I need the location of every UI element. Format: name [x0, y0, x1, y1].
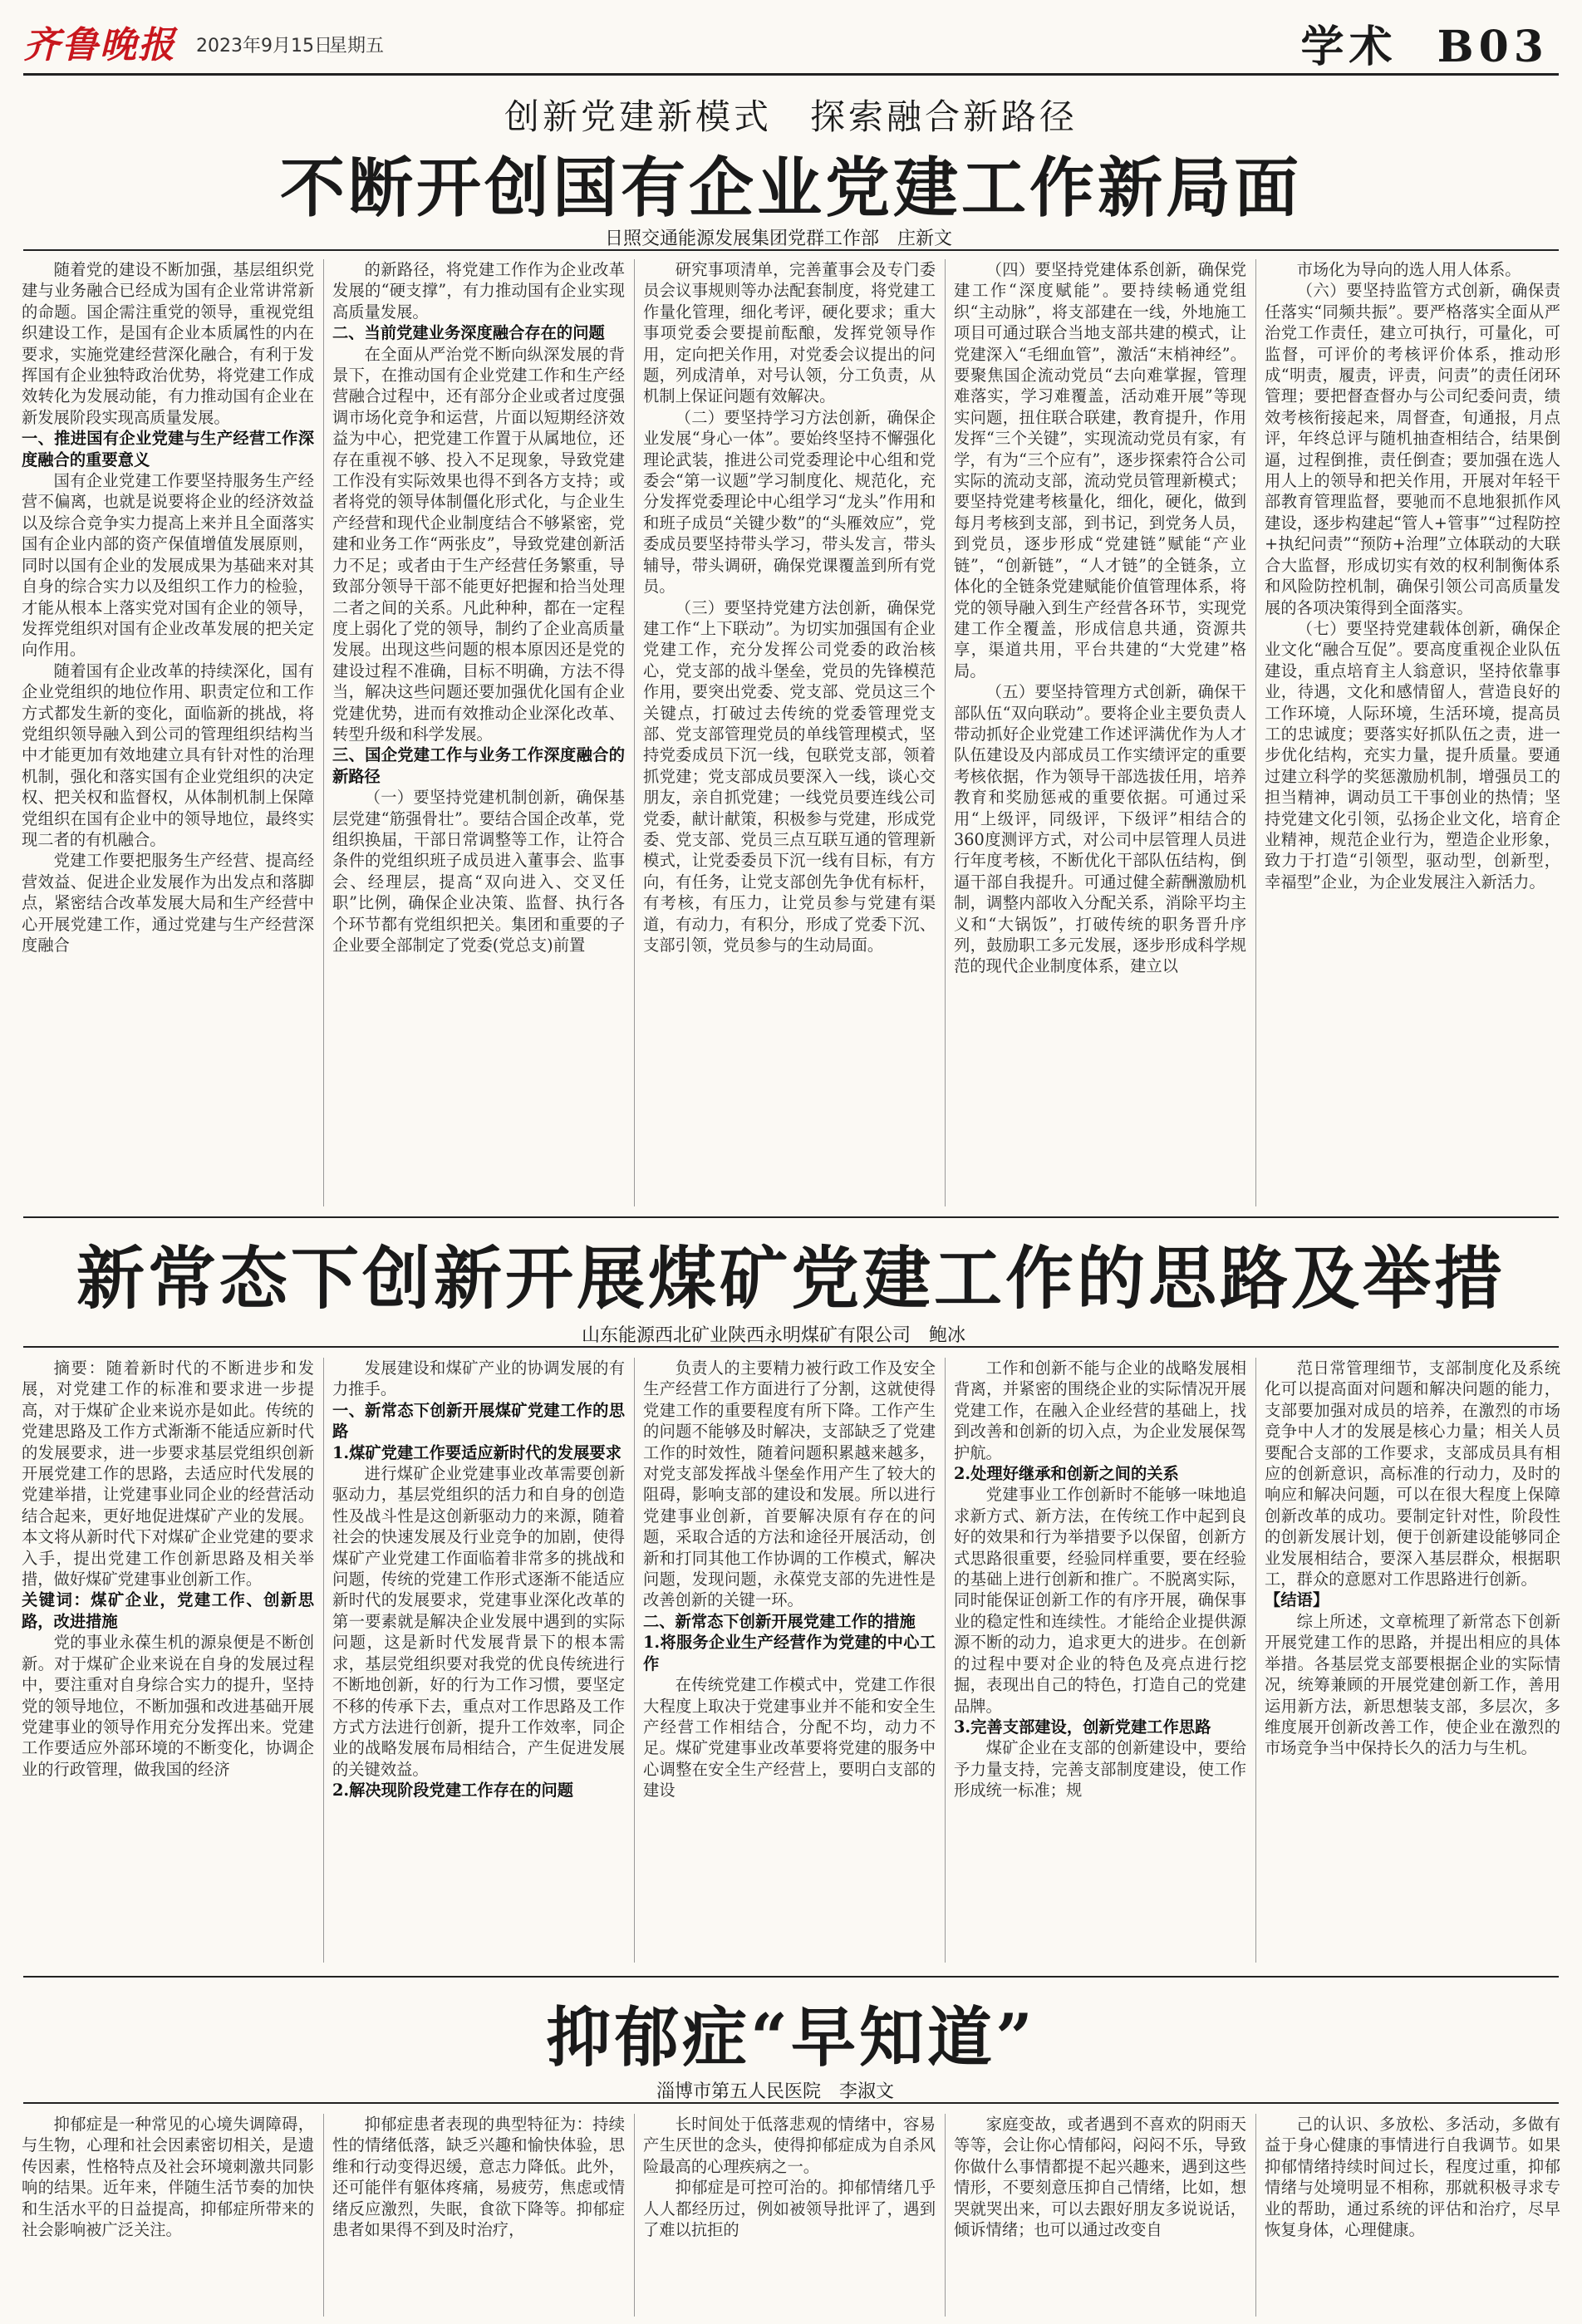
- paragraph: 己的认识、多放松、多活动，多做有益于身心健康的事情进行自我调节。如果抑郁情绪持续时间过长，程度过重，抑郁情绪与处境明显不相称，那就积极寻求专业的帮助，通过系统的评估和治疗，尽早恢复身体，心理健康。: [1265, 2115, 1560, 2240]
- paragraph: （三）要坚持党建方法创新，确保党建工作“上下联动”。为切实加强国有企业党建工作，充分发挥公司党委的政治核心，党支部的战斗堡垒，党员的先锋模范作用，要突出党委、党支部、党员这三个关键点，打破过去传统的党委管理党支部、党支部管理党员的单线管理模式，坚持党委成员下沉一线，包联党支部，领着抓党建；党支部成员要深入一线，谈心交朋友，亲自抓党建；一线党员要连线公司党委，献计献策，积极参与党建，形成党委、党支部、党员三点互联互通的管理新模式，让党委委员下沉一线有目标，有方向，有任务，让党支部创先争优有标杆，有考核，有压力，让党员参与党建有渠道，有动力，有积分，形成了党委下沉、支部引领，党员参与的生动局面。: [643, 597, 936, 955]
- article3-column: [332, 2114, 625, 2317]
- paragraph: 在全面从严治党不断向纵深发展的背景下，在推动国有企业党建工作和生产经营融合过程中，还有部分企业或者过度强调市场化竞争和运营，片面以短期经济效益为中心，把党建工作置于从属地位，还存在重视不够、投入不足现象，导致党建工作没有实际效果也得不到各方支持；或者将党的领导体制僵化形式化，与企业生产经营和现代企业制度结合不够紧密，党建和业务工作“两张皮”，导致党建创新活力不足；或者由于生产经营任务繁重，导致部分领导干部不能更好把握和拾当处理二者之间的关系。凡此种种，都在一定程度上弱化了党的领导，制约了企业高质量发展。出现这些问题的根本原因还是党的建设过程不准确，目标不明确，方法不得当，解决这些问题还要加强优化国有企业党建优势，进而有效推动企业深化改革、转型升级和科学发展。: [332, 344, 625, 744]
- paragraph: 煤矿企业在支部的创新建设中，要给予力量支持，完善支部制度建设，使工作形成统一标准；规: [954, 1738, 1246, 1801]
- paragraph: 研究事项清单，完善董事会及专门委员会议事规则等办法配套制度，将党建工作量化管理，细化考评，硬化要求；重大事项党委会要提前酝酿，发挥党领导作用，定向把关作用，对党委会议提出的问题，列成清单，对号认领，分工负责，从机制上保证问题有效解决。: [643, 260, 936, 406]
- issue-date: 2023年9月15日: [196, 36, 332, 57]
- paragraph: 家庭变故，或者遇到不喜欢的阴雨天等等，会让你心情郁闷，闷闷不乐，导致你做什么事情都提不起兴趣来，遇到这些情形，不要刻意压抑自己情绪，比如，想哭就哭出来，可以去跟好朋友多说说话，倾诉情绪；也可以通过改变自: [954, 2115, 1246, 2240]
- article2-column: [1265, 1358, 1560, 1963]
- article1-column: [643, 259, 936, 1206]
- column-divider: [1255, 2114, 1256, 2317]
- paragraph: （四）要坚持党建体系创新，确保党建工作“深度赋能”。要持续畅通党组织“主动脉”，将支部建在一线，外地施工项目可通过联合当地支部共建的模式，让党建深入“毛细血管”，激活“末梢神经”。要聚焦国企流动党员“去向难掌握，管理难落实，学习难覆盖，活动难开展”等现实问题，扭住联合联建，教育提升，作用发挥“三个关键”，实现流动党员有家，有学，有为“三个应有”，逐步探索符合公司实际的流动支部，流动党员管理新模式；要坚持党建考核量化，细化，硬化，做到每月考核到支部，到书记，到党务人员，到党员，逐步形成“党建链”赋能“产业链”，“创新链”，“人才链”的全链条，立体化的全链条党建赋能价值管理体系，将党的领导融入到生产经营各环节，实现党建工作全覆盖，形成信息共通，资源共享，渠道共用，平台共建的“大党建”格局。: [954, 260, 1246, 680]
- column-divider: [323, 1358, 324, 1963]
- article2-top-rule: [23, 1216, 1559, 1218]
- newspaper-logo: 齐鲁晚报: [23, 24, 176, 66]
- article3-column: [22, 2114, 314, 2317]
- subheading: 3.完善支部建设，创新党建工作思路: [954, 1717, 1211, 1737]
- subheading: 2.解决现阶段党建工作存在的问题: [332, 1781, 574, 1801]
- column-divider: [945, 2114, 946, 2317]
- article1-rule: [23, 249, 1559, 251]
- section-name: 学术: [1300, 22, 1398, 72]
- paragraph: 进行煤矿企业党建事业改革需要创新驱动力，基层党组织的活力和自身的创造性及战斗性是这创新驱动力的来源，随着社会的快速发展及行业竞争的加剧，使得煤矿产业党建工作面临着非常多的挑战和问题，传统的党建工作形式逐渐不能适应新时代的发展要求，党建事业深化改革的第一要素就是解决企业发展中遇到的实际问题，这是新时代发展背景下的根本需求，基层党组织要对我党的优良传统进行不断地创新，好的行为工作习惯，要坚定不移的传承下去，重点对工作思路及工作方式方法进行创新，提升工作效率，同企业的战略发展布局相结合，产生促进发展的关键效益。: [332, 1464, 625, 1779]
- paragraph: 综上所述，文章梳理了新常态下创新开展党建工作的思路，并提出相应的具体举措。各基层党支部要根据企业的实际情况，统筹兼顾的开展党建创新工作，善用运用新方法，新思想装支部，多层次，多维度展开创新改善工作，使企业在激烈的市场竞争当中保持长久的活力与生机。: [1265, 1611, 1560, 1758]
- paragraph: （一）要坚持党建机制创新，确保基层党建“筋强骨壮”。要结合国企改革，党组织换届，干部日常调整等工作，让符合条件的党组织班子成员进入董事会、监事会、经理层，提高“双向进入、交叉任职”比例，确保企业决策、监督、执行各个环节都有党组织把关。集团和重要的子企业要全部制定了党委(党总支)前置: [332, 788, 625, 955]
- paragraph: 市场化为导向的选人用人体系。: [1296, 260, 1521, 279]
- article2-byline: 山东能源西北矿业陕西永明煤矿有限公司 鲍冰: [582, 1325, 966, 1346]
- column-divider: [945, 1358, 946, 1963]
- paragraph: 工作和创新不能与企业的战略发展相背离，并紧密的围绕企业的实际情况开展党建工作，在融入企业经营的基础上，找到改善和创新的切入点，为企业发展保驾护航。: [954, 1359, 1246, 1462]
- paragraph: 摘要：随着新时代的不断进步和发展，对党建工作的标准和要求进一步提高，对于煤矿企业来说亦是如此。传统的党建思路及工作方式渐渐不能适应新时代的发展要求，进一步要求基层党组织创新开展党建工作的思路，去适应时代发展的党建举措，让党建事业同企业的经营活动结合起来，更好地促进煤矿产业的发展。本文将从新时代下对煤矿企业党建的要求入手，提出党建工作创新思路及相关举措，做好煤矿党建事业创新工作。: [22, 1359, 314, 1589]
- article1-column: [1265, 259, 1560, 1206]
- paragraph: 的新路径，将党建工作作为企业改革发展的“硬支撑”，有力推动国有企业实现高质量发展。: [332, 260, 625, 322]
- column-divider: [323, 259, 324, 1206]
- paragraph: 发展建设和煤矿产业的协调发展的有力推手。: [332, 1359, 625, 1399]
- subheading: 1.煤矿党建工作要适应新时代的发展要求: [332, 1442, 622, 1462]
- subheading: 二、当前党建业务深度融合存在的问题: [332, 323, 605, 343]
- article1-column: [954, 259, 1246, 1206]
- article3-byline: 淄博市第五人民医院 李淑文: [656, 2081, 895, 2102]
- paragraph: 抑郁症是一种常见的心境失调障碍，与生物，心理和社会因素密切相关，是遗传因素，性格特点及社会环境刺激共同影响的结果。近年来，伴随生活节奏的加快和生活水平的日益提高，抑郁症所带来的社会影响被广泛关注。: [22, 2115, 314, 2240]
- paragraph: 随着国有企业改革的持续深化，国有企业党组织的地位作用、职责定位和工作方式都发生新的变化，面临新的挑战，将党组织领导融入到公司的管理组织结构当中才能更加有效地建立具有针对性的治理机制，强化和落实国有企业党组织的决定权、把关权和监督权，从体制机制上保障党组织在国有企业中的领导地位，最终实现二者的有机融合。: [22, 661, 314, 849]
- column-divider: [945, 259, 946, 1206]
- section-label: [1301, 12, 1549, 74]
- article2-column: [332, 1358, 625, 1963]
- column-divider: [634, 1358, 635, 1963]
- subheading: 1.将服务企业生产经营作为党建的中心工作: [643, 1633, 936, 1673]
- paragraph: （六）要坚持监管方式创新，确保责任落实“同频共振”。要严格落实全面从严治党工作责任，建立可执行，可量化，可监督，可评价的考核评价体系，推动形成“明责，履责，评责，问责”的责任闭环管理；要把督查督办与公司纪委问责，绩效考核衔接起来，周督查，旬通报，月点评，年终总评与随机抽查相结合，结果倒逼，过程倒推，责任倒查；要加强在选人用人上的领导和把关作用，开展对年轻干部教育管理监督，要驰而不息地狠抓作风建设，逐步构建起“管人+管事”“过程防控+执纪问责”“预防+治理”立体联动的大联合大监督，形成切实有效的权利制衡体系和风险防控机制，确保引领公司高质量发展的各项决策得到全面落实。: [1265, 281, 1560, 617]
- column-divider: [1255, 259, 1256, 1206]
- subheading: 一、新常态下创新开展煤矿党建工作的思路: [332, 1400, 625, 1442]
- article3-column: [954, 2114, 1246, 2317]
- paragraph: 抑郁症患者表现的典型特征为：持续性的情绪低落，缺乏兴趣和愉快体验，思维和行动变得迟缓，意志力降低。此外，还可能伴有躯体疼痛，易疲劳，焦虑或情绪反应激烈，失眠，食欲下降等。抑郁症患者如果得不到及时治疗，: [332, 2115, 625, 2240]
- column-divider: [1255, 1358, 1256, 1963]
- page-number: B03: [1437, 22, 1549, 72]
- paragraph: 国有企业党建工作要坚持服务生产经营不偏离，也就是说要将企业的经济效益以及综合竞争实力提高上来并且全面落实国有企业内部的资产保值增值发展原则，同时以国有企业的发展成果为基础来对其自身的综合实力以及组织工作力的检验，才能从根本上落实党对国有企业的领导，发挥党组织对国有企业改革发展的把关定向作用。: [22, 471, 314, 660]
- article2-column: [954, 1358, 1246, 1963]
- subheading: 一、推进国有企业党建与生产经营工作深度融合的重要意义: [22, 429, 314, 469]
- article1-title: 不断开创国有企业党建工作新局面: [279, 150, 1302, 226]
- article2-rule: [23, 1346, 1559, 1348]
- subheading: 三、国企党建工作与业务工作深度融合的新路径: [332, 745, 625, 786]
- subheading: 2.处理好继承和创新之间的关系: [954, 1464, 1179, 1484]
- paragraph: 党建工作要把服务生产经营、提高经营效益、促进企业发展作为出发点和落脚点，紧密结合改革发展大局和生产经营中心开展党建工作，通过党建与生产经营深度融合: [22, 851, 314, 955]
- column-divider: [634, 259, 635, 1206]
- article2-column: [22, 1358, 314, 1963]
- article3-column: [643, 2114, 936, 2317]
- article1-column: [332, 259, 625, 1206]
- article1-column: [22, 259, 314, 1206]
- issue-weekday: 星期五: [329, 36, 385, 57]
- subheading: 【结语】: [1265, 1590, 1329, 1610]
- article1-byline: 日照交通能源发展集团党群工作部 庄新文: [605, 228, 953, 249]
- article3-column: [1265, 2114, 1560, 2317]
- paragraph: 长时间处于低落悲观的情绪中，容易产生厌世的念头，使得抑郁症成为自杀风险最高的心理疾病之一。: [643, 2115, 936, 2176]
- article2-title: 新常态下创新开展煤矿党建工作的思路及举措: [76, 1239, 1506, 1319]
- column-divider: [323, 2114, 324, 2317]
- article3-title: 抑郁症“早知道”: [546, 2000, 1036, 2076]
- subheading: 二、新常态下创新开展党建工作的措施: [643, 1611, 916, 1631]
- paragraph: 范日常管理细节，支部制度化及系统化可以提高面对问题和解决问题的能力，支部要加强对成员的培养，在激烈的市场竞争中人才的发展是核心力量；相关人员要配合支部的工作要求，支部成员具有相应的创新意识，高标准的行动力，及时的响应和解决问题，可以在很大程度上保障创新改革的成功。要制定针对性，阶段性的创新发展计划，便于创新建设能够同企业发展相结合，要深入基层群众，根据职工，群众的意愿对工作思路进行创新。: [1265, 1359, 1560, 1589]
- paragraph: （二）要坚持学习方法创新，确保企业发展“身心一体”。要始终坚持不懈强化理论武装，推进公司党委理论中心组和党委会“第一议题”学习制度化、规范化，充分发挥党委理论中心组学习“龙头”作用和和班子成员“关键少数”的“头雁效应”，党委成员要坚持带头学习，带头发言，带头辅导，带头调研，确保党课覆盖到所有党员。: [643, 407, 936, 597]
- paragraph: 随着党的建设不断加强，基层组织党建与业务融合已经成为国有企业常讲常新的命题。国企需注重党的领导，重视党组织建设工作，是国有企业本质属性的内在要求，实施党建经营深化融合，有利于发挥国有企业独特政治优势，将党建工作成效转化为发展动能，有力推动国有企业在新发展阶段实现高质量发展。: [22, 260, 314, 427]
- paragraph: （七）要坚持党建载体创新，确保企业文化“融合互促”。要高度重视企业队伍建设，重点培育主人翁意识，坚持依靠事业，待遇，文化和感情留人，营造良好的工作环境，人际环境，生活环境，提高员工的忠诚度；要落实好抓队伍之责，进一步优化结构，充实力量，提升质量。要通过建立科学的奖惩激励机制，增强员工的担当精神，调动员工干事创业的热情；坚持党建文化引领，弘扬企业文化，培育企业精神，规范企业行为，塑造企业形象，致力于打造“引领型，驱动型，创新型，幸福型”企业，为企业发展注入新活力。: [1265, 618, 1560, 892]
- paragraph: （五）要坚持管理方式创新，确保干部队伍“双向联动”。要将企业主要负责人带动抓好企业党建工作述评满优作为人才队伍建设及内部成员工作实绩评定的重要考核依据，作为领导干部选拔任用，培养教育和奖励惩戒的重要依据。可通过采用“上级评，同级评，下级评”相结合的360度测评方式，对公司中层管理人员进行年度考核，不断优化干部队伍结构，倒逼干部自我提升。可通过健全薪酬激励机制，调整内部收入分配关系，消除平均主义和“大锅饭”，打破传统的职务晋升序列，鼓励职工多元发展，逐步形成科学规范的现代企业制度体系，建立以: [954, 682, 1246, 976]
- masthead-rule: [23, 73, 1559, 76]
- column-divider: [634, 2114, 635, 2317]
- paragraph: 党建事业工作创新时不能够一味地追求新方式、新方法，在传统工作中起到良好的效果和行为举措要予以保留，创新方式思路很重要，经验同样重要，要在经验的基础上进行创新和推广。不脱离实际，同时能保证创新工作的有序开展，确保事业的稳定性和连续性。才能给企业提供源源不断的动力，追求更大的进步。在创新的过程中要对企业的特色及亮点进行挖掘，表现出自己的特色，打造自己的党建品牌。: [954, 1485, 1246, 1716]
- paragraph: 负责人的主要精力被行政工作及安全生产经营工作方面进行了分割，这就使得党建工作的重要程度有所下降。工作产生的问题不能够及时解决，支部缺乏了党建工作的时效性，随着问题积累越来越多，对党支部发挥战斗堡垒作用产生了较大的阻碍，影响支部的建设和发展。所以进行党建事业创新，首要解决原有存在的问题，采取合适的方法和途径开展活动，创新和打同其他工作协调的工作模式，解决问题，发现问题，永葆党支部的先进性是改善创新的关键一环。: [643, 1359, 936, 1610]
- article1-kicker: 创新党建新模式 探索融合新路径: [504, 96, 1078, 137]
- masthead: [0, 0, 1582, 80]
- paragraph: 抑郁症是可控可治的。抑郁情绪几乎人人都经历过，例如被领导批评了，遇到了难以抗拒的: [643, 2178, 936, 2240]
- article3-top-rule: [23, 1976, 1559, 1978]
- subheading: 关键词：煤矿企业，党建工作、创新思路，改进措施: [22, 1590, 314, 1631]
- article3-rule: [23, 2102, 1559, 2104]
- article2-column: [643, 1358, 936, 1963]
- paragraph: 党的事业永葆生机的源泉便是不断创新。对于煤矿企业来说在自身的发展过程中，要注重对自身综合实力的提升，坚持党的领导地位，不断加强和改进基础开展党建事业的领导作用充分发挥出来。党建工作要适应外部环境的不断变化，协调企业的行政管理，做我国的经济: [22, 1633, 314, 1779]
- paragraph: 在传统党建工作模式中，党建工作很大程度上取决于党建事业并不能和安全生产经营工作相结合，分配不均，动力不足。煤矿党建事业改革要将党建的服务中心调整在安全生产经营上，要明白支部的建设: [643, 1675, 936, 1801]
